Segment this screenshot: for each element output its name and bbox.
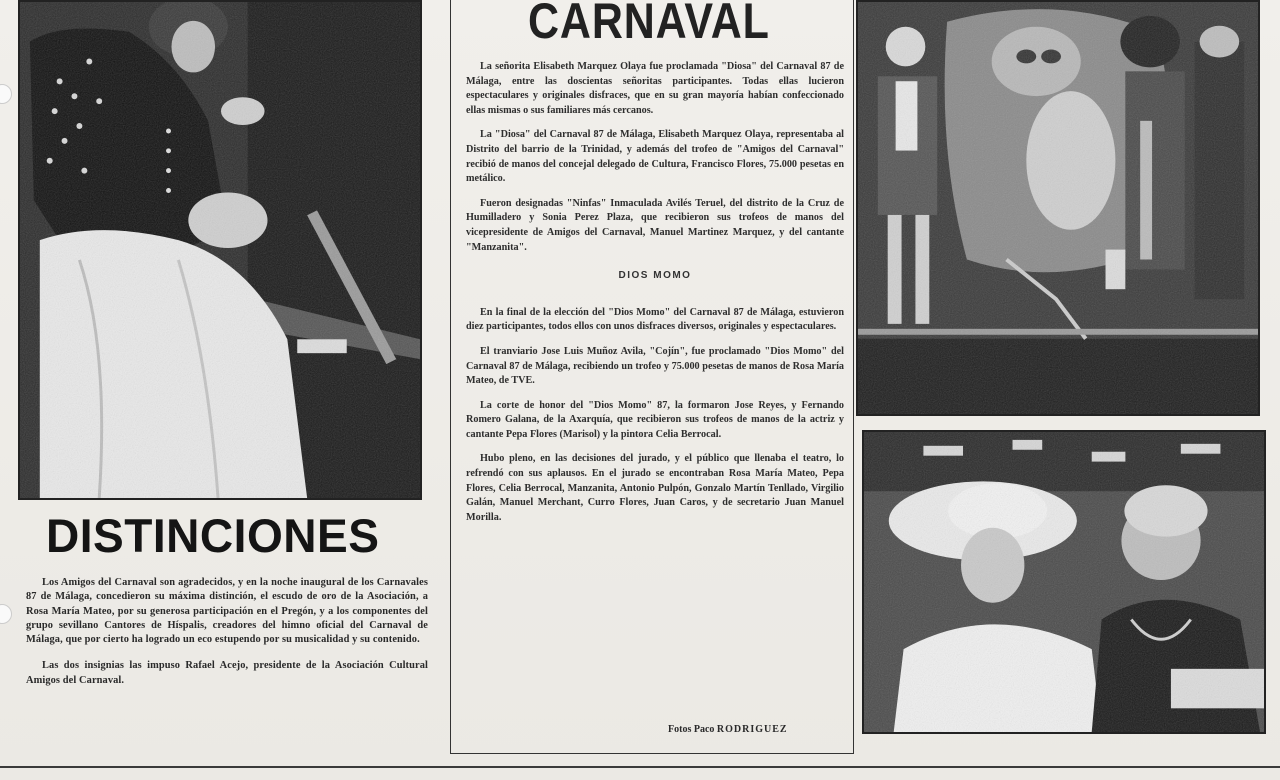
binder-hole — [0, 84, 12, 104]
photo-costumed-figures — [856, 0, 1260, 416]
paragraph: La "Diosa" del Carnaval 87 de Málaga, Elisabeth Marquez Olaya, representaba al Distrito del barrio de la Trinidad, y además del trofeo de "Amigos del Carnaval" recibió de manos del concejal delegado de Cultura, Francisco Flores, 75.000 pesetas en metálico. — [466, 129, 844, 185]
paragraph: Los Amigos del Carnaval son agradecidos, y en la noche inaugural de los Carnavales 87 de Málaga, concedieron su máxima distinción, el escudo de oro de la Asociación, a Rosa María Mateo, por su generosa participación en el Pregón, y a los componentes del grupo sevillano Cantores de Híspalis, creadores del himno oficial del Carnaval de Málaga, que por cierto ha logrado un eco estupendo por su musicalidad y su contenido. — [26, 577, 428, 646]
article-distinciones-body — [26, 576, 428, 700]
paragraph: La señorita Elisabeth Marquez Olaya fue proclamada "Diosa" del Carnaval 87 de Málaga, entre las doscientas señoritas participantes. Todas ellas lucieron espectaculares y originales disfraces, que en su gran mayoría habían confeccionado ellas mismas o sus familiares más cercanos. — [466, 61, 844, 116]
paragraph: La corte de honor del "Dios Momo" 87, la formaron Jose Reyes, y Fernando Romero Galana, de la Axarquía, que recibieron sus trofeos de manos de la actriz y cantante Pepa Flores (Marisol) y la pintora Celia Berrocal. — [466, 399, 844, 440]
subheading-dios-momo: DIOS MOMO — [618, 270, 692, 282]
headline-carnaval: CARNAVAL — [528, 0, 770, 49]
binder-hole — [0, 604, 12, 624]
photo-credit — [668, 724, 788, 735]
photo-two-women — [862, 430, 1266, 734]
article-carnaval-body — [466, 60, 844, 535]
paragraph: Las dos insignias las impuso Rafael Acejo, presidente de la Asociación Cultural Amigos del Carnaval. — [26, 660, 428, 686]
photo-couple-dancing — [18, 0, 422, 500]
paragraph: Hubo pleno, en las decisiones del jurado, y el público que llenaba el teatro, lo refrendó con sus aplausos. En el jurado se encontraban Rosa María Mateo, Pepa Flores, Celia Berrocal, Manzanita, Antonio Pulpón, Gonzalo Martín Tenllado, Virgilio Galán, Manuel Merchant, Curro Flores, Juan Caros, y de secretario Juan Manuel Morilla. — [466, 453, 844, 523]
paragraph: En la final de la elección del "Dios Momo" del Carnaval 87 de Málaga, estuvieron diez participantes, todos ellos con unos disfraces diversos, originales y espectaculares. — [466, 306, 844, 333]
paragraph: Fueron designadas "Ninfas" Inmaculada Avilés Teruel, del distrito de la Cruz de Humilladero y Sonia Perez Plaza, que recibieron sus trofeos de manos del vicepresidente de Amigos del Carnaval, Manuel Martinez Marquez, y del cantante "Manzanita". — [466, 197, 844, 253]
paragraph: El tranviario Jose Luis Muñoz Avila, "Cojín", fue proclamado "Dios Momo" del Carnaval 87 de Málaga, recibiendo un trofeo y 75.000 pesetas de manos de Rosa María Mateo, de TVE. — [466, 345, 844, 387]
headline-distinciones: DISTINCIONES — [46, 509, 380, 562]
bottom-rule — [0, 766, 1280, 768]
credit-name: RODRIGUEZ — [716, 724, 788, 735]
credit-prefix: Fotos Paco — [668, 724, 715, 735]
